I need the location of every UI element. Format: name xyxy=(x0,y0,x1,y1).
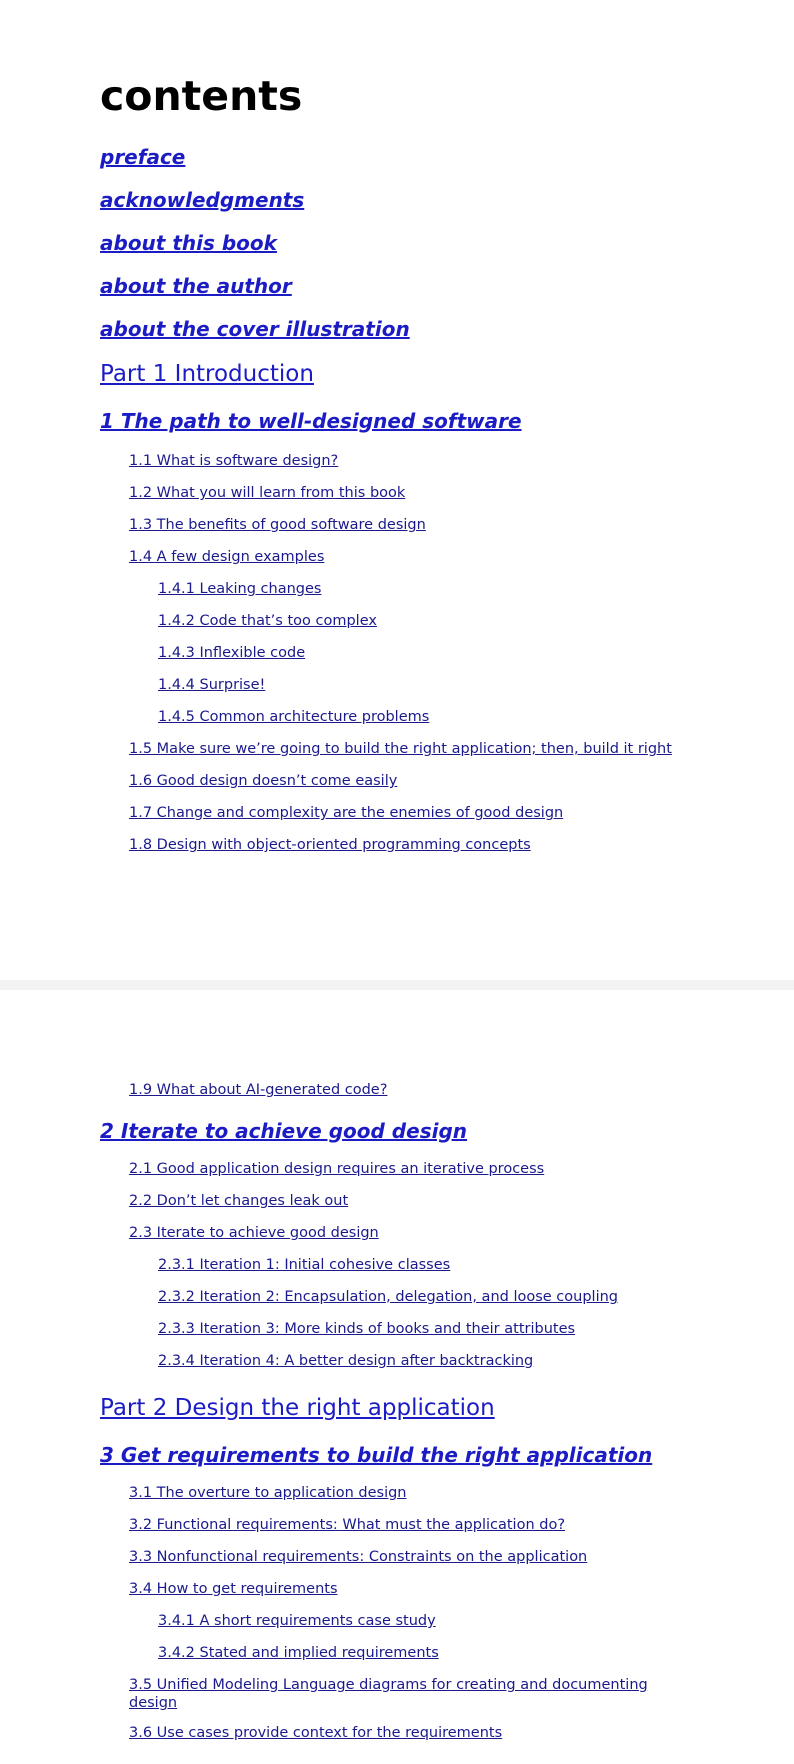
toc-link-section-3-6[interactable]: 3.6 Use cases provide context for the requirements xyxy=(129,1725,503,1741)
toc-link-about-this-book[interactable]: about this book xyxy=(100,231,277,255)
toc-link-chapter-1[interactable]: 1 The path to well-designed software xyxy=(100,409,522,433)
toc-link-section-3-3[interactable]: 3.3 Nonfunctional requirements: Constraints on the application xyxy=(129,1549,588,1565)
toc-link-section-2-1[interactable]: 2.1 Good application design requires an iterative process xyxy=(129,1161,545,1177)
toc-link-about-the-cover-illustration[interactable]: about the cover illustration xyxy=(100,317,410,341)
toc-link-section-2-3-4[interactable]: 2.3.4 Iteration 4: A better design after backtracking xyxy=(158,1353,534,1369)
toc-link-section-3-4-2[interactable]: 3.4.2 Stated and implied requirements xyxy=(158,1645,439,1661)
toc-link-section-2-3-1[interactable]: 2.3.1 Iteration 1: Initial cohesive classes xyxy=(158,1257,451,1273)
toc-link-section-1-8[interactable]: 1.8 Design with object-oriented programming concepts xyxy=(129,837,531,853)
toc-link-section-2-3-3[interactable]: 2.3.3 Iteration 3: More kinds of books and their attributes xyxy=(158,1321,576,1337)
toc-page-2 xyxy=(0,990,794,1764)
toc-link-section-2-2[interactable]: 2.2 Don’t let changes leak out xyxy=(129,1193,349,1209)
toc-link-section-1-5[interactable]: 1.5 Make sure we’re going to build the right application; then, build it right xyxy=(129,741,672,757)
page-separator xyxy=(0,980,794,990)
toc-link-part-2[interactable]: Part 2 Design the right application xyxy=(100,1395,495,1421)
toc-link-section-1-1[interactable]: 1.1 What is software design? xyxy=(129,453,339,469)
toc-link-acknowledgments[interactable]: acknowledgments xyxy=(100,188,305,212)
toc-link-section-1-6[interactable]: 1.6 Good design doesn’t come easily xyxy=(129,773,398,789)
toc-link-section-2-3-2[interactable]: 2.3.2 Iteration 2: Encapsulation, delegation, and loose coupling xyxy=(158,1289,618,1305)
toc-link-section-1-4-4[interactable]: 1.4.4 Surprise! xyxy=(158,677,266,693)
toc-link-part-1[interactable]: Part 1 Introduction xyxy=(100,361,314,387)
toc-link-chapter-2[interactable]: 2 Iterate to achieve good design xyxy=(100,1119,468,1143)
toc-link-section-1-4[interactable]: 1.4 A few design examples xyxy=(129,549,325,565)
toc-link-section-1-3[interactable]: 1.3 The benefits of good software design xyxy=(129,517,426,533)
toc-link-section-1-2[interactable]: 1.2 What you will learn from this book xyxy=(129,485,406,501)
toc-link-section-1-4-1[interactable]: 1.4.1 Leaking changes xyxy=(158,581,322,597)
toc-link-section-1-4-3[interactable]: 1.4.3 Inflexible code xyxy=(158,645,306,661)
toc-link-section-3-2[interactable]: 3.2 Functional requirements: What must the application do? xyxy=(129,1517,566,1533)
toc-link-preface[interactable]: preface xyxy=(100,145,186,169)
toc-link-section-1-4-2[interactable]: 1.4.2 Code that’s too complex xyxy=(158,613,377,629)
toc-link-section-1-4-5[interactable]: 1.4.5 Common architecture problems xyxy=(158,709,430,725)
toc-link-section-1-9[interactable]: 1.9 What about AI-generated code? xyxy=(129,1082,388,1098)
page-title: contents xyxy=(100,72,303,120)
toc-link-chapter-3[interactable]: 3 Get requirements to build the right application xyxy=(100,1443,653,1467)
toc-link-section-3-5[interactable]: 3.5 Unified Modeling Language diagrams for creating and documenting design xyxy=(129,1677,648,1711)
toc-link-section-3-4-1[interactable]: 3.4.1 A short requirements case study xyxy=(158,1613,436,1629)
toc-link-section-3-1[interactable]: 3.1 The overture to application design xyxy=(129,1485,407,1501)
toc-link-section-2-3[interactable]: 2.3 Iterate to achieve good design xyxy=(129,1225,379,1241)
toc-link-section-1-7[interactable]: 1.7 Change and complexity are the enemies of good design xyxy=(129,805,564,821)
toc-link-section-3-4[interactable]: 3.4 How to get requirements xyxy=(129,1581,338,1597)
toc-link-about-the-author[interactable]: about the author xyxy=(100,274,292,298)
